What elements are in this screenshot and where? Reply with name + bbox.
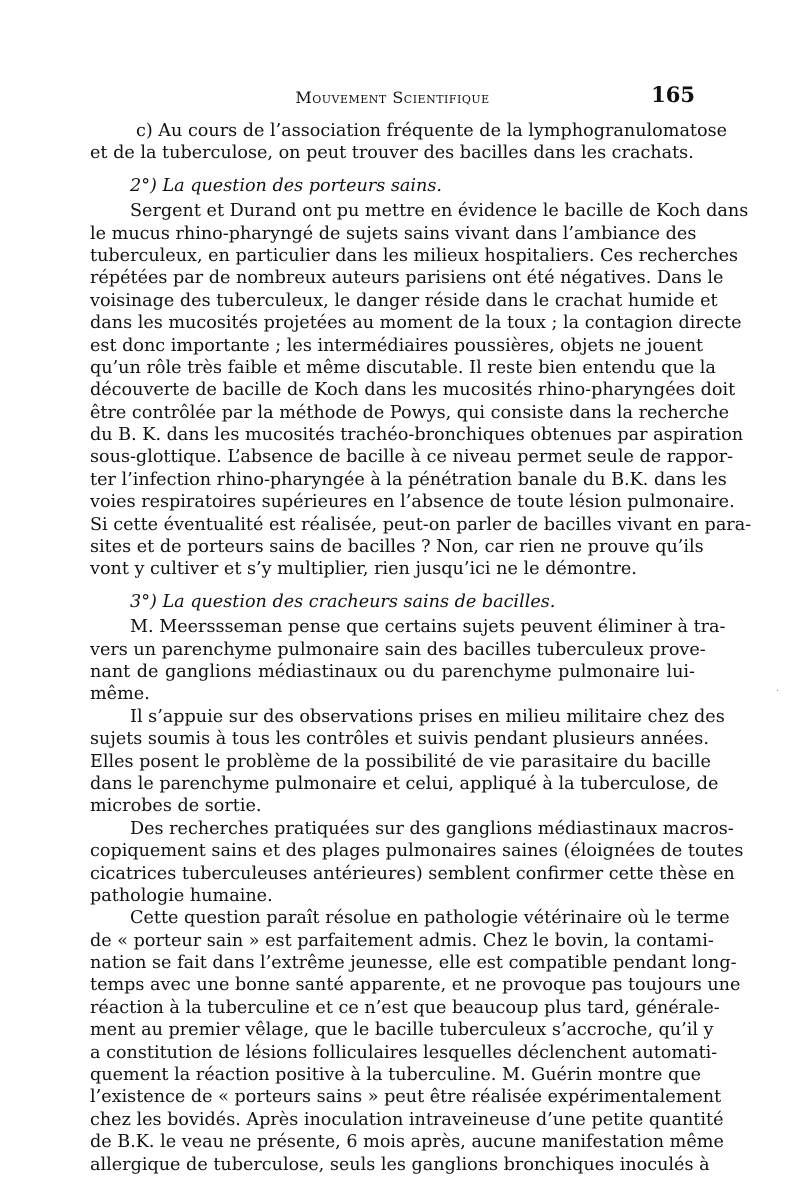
section-heading-3: 3°) La question des cracheurs sains de bacilles. <box>130 591 556 612</box>
page-header <box>90 82 695 106</box>
text-line: de « porteur sain » est parfaitement admis. Chez le bovin, la contami- <box>90 930 714 951</box>
text-line: allergique de tuberculose, seuls les ganglions bronchiques inoculés à <box>90 1154 710 1175</box>
text-line: tuberculeux, en particulier dans les milieux hospitaliers. Ces recherches <box>90 245 739 266</box>
text-line: Sergent et Durand ont pu mettre en évidence le bacille de Koch dans <box>130 201 749 222</box>
paragraph-recherches <box>90 818 744 908</box>
text-line: est donc importante ; les intermédiaires poussières, objets ne jouent <box>90 335 704 356</box>
text-line: l’existence de « porteurs sains » peut être réalisée expérimentalement <box>90 1087 722 1108</box>
text-line: pathologie humaine. <box>90 885 273 906</box>
text-line: sujets soumis à tous les contrôles et suivis pendant plusieurs années. <box>90 729 709 750</box>
text-line: qu’un rôle très faible et même discutable. Il reste bien entendu que la <box>90 357 716 378</box>
text-line: microbes de sortie. <box>90 796 262 817</box>
text-line: Elles posent le problème de la possibilité de vie parasitaire du bacille <box>90 751 711 772</box>
text-line: temps avec une bonne santé apparente, et ne provoque pas toujours une <box>90 975 741 996</box>
text-line: et de la tuberculose, on peut trouver des bacilles dans les crachats. <box>90 143 694 164</box>
text-line: sites et de porteurs sains de bacilles ? Non, car rien ne prouve qu’ils <box>90 537 704 558</box>
text-line: quement la réaction positive à la tuberculine. M. Guérin montre que <box>90 1065 702 1086</box>
text-line: c) Au cours de l’association fréquente de la lymphogranulomatose <box>136 121 728 141</box>
text-line: Si cette éventualité est réalisée, peut-on parler de bacilles vivant en para- <box>90 514 752 535</box>
text-line: cicatrices tuberculeuses antérieures) semblent confirmer cette thèse en <box>90 863 735 884</box>
text-line: Des recherches pratiquées sur des ganglions médiastinaux macros- <box>130 818 734 839</box>
text-line: vont y cultiver et s’y multiplier, rien jusqu’ici ne le démontre. <box>90 559 637 580</box>
text-line: même. <box>90 684 150 705</box>
text-line: nant de ganglions médiastinaux ou du parenchyme pulmonaire lui- <box>90 662 695 683</box>
text-line: copiquement sains et des plages pulmonaires saines (éloignées de toutes <box>90 841 744 862</box>
text-line: chez les bovidés. Après inoculation intraveineuse d’une petite quantité <box>90 1109 724 1130</box>
text-line: nation se fait dans l’extrême jeunesse, elle est compatible pendant long- <box>90 953 737 974</box>
paragraph-observations <box>90 706 725 818</box>
section-heading-2: 2°) La question des porteurs sains. <box>130 175 442 196</box>
text-line: découverte de bacille de Koch dans les mucosités rhino-pharyngées doit <box>90 380 736 401</box>
text-line: du B. K. dans les mucosités trachéo-bronchiques obtenues par aspiration <box>90 425 744 446</box>
paragraph-c <box>90 120 728 165</box>
text-line: réaction à la tuberculine et ce n’est que beaucoup plus tard, générale- <box>90 997 720 1018</box>
margin-speck-mark: · <box>776 686 780 697</box>
running-title: Mouvement Scientifique <box>295 88 490 107</box>
paragraph-meersseman <box>90 616 726 706</box>
text-line: ment au premier vêlage, que le bacille tuberculeux s’accroche, qu’il y <box>90 1020 714 1041</box>
page-number: 165 <box>651 82 695 107</box>
paragraph-veterinaire <box>90 907 741 1176</box>
page-content <box>90 82 752 1176</box>
text-line: M. Meerssseman pense que certains sujets peuvent éliminer à tra- <box>130 617 726 638</box>
text-line: a constitution de lésions folliculaires lesquelles déclenchent automati- <box>90 1042 718 1063</box>
text-line: voisinage des tuberculeux, le danger réside dans le crachat humide et <box>90 290 718 311</box>
text-line: ter l’infection rhino-pharyngée à la pénétration banale du B.K. dans les <box>90 469 727 490</box>
text-line: vers un parenchyme pulmonaire sain des bacilles tuberculeux prove- <box>90 639 706 660</box>
text-line: être contrôlée par la méthode de Powys, qui consiste dans la recherche <box>90 402 729 423</box>
text-line: dans les mucosités projetées au moment de la toux ; la contagion directe <box>90 313 742 334</box>
paragraph-porteurs-sains <box>90 200 752 581</box>
text-line: sous-glottique. L’absence de bacille à ce niveau permet seule de rappor- <box>90 447 734 468</box>
text-line: Il s’appuie sur des observations prises en milieu militaire chez des <box>130 706 725 727</box>
text-line: répétées par de nombreux auteurs parisiens ont été négatives. Dans le <box>90 268 724 289</box>
text-line: Cette question paraît résolue en pathologie vétérinaire où le terme <box>130 908 730 929</box>
text-line: le mucus rhino-pharyngé de sujets sains vivant dans l’ambiance des <box>90 223 697 244</box>
text-line: voies respiratoires supérieures en l’absence de toute lésion pulmonaire. <box>90 492 735 513</box>
text-line: dans le parenchyme pulmonaire et celui, appliqué à la tuberculose, de <box>90 773 719 794</box>
text-line: de B.K. le veau ne présente, 6 mois après, aucune manifestation même <box>90 1132 724 1153</box>
